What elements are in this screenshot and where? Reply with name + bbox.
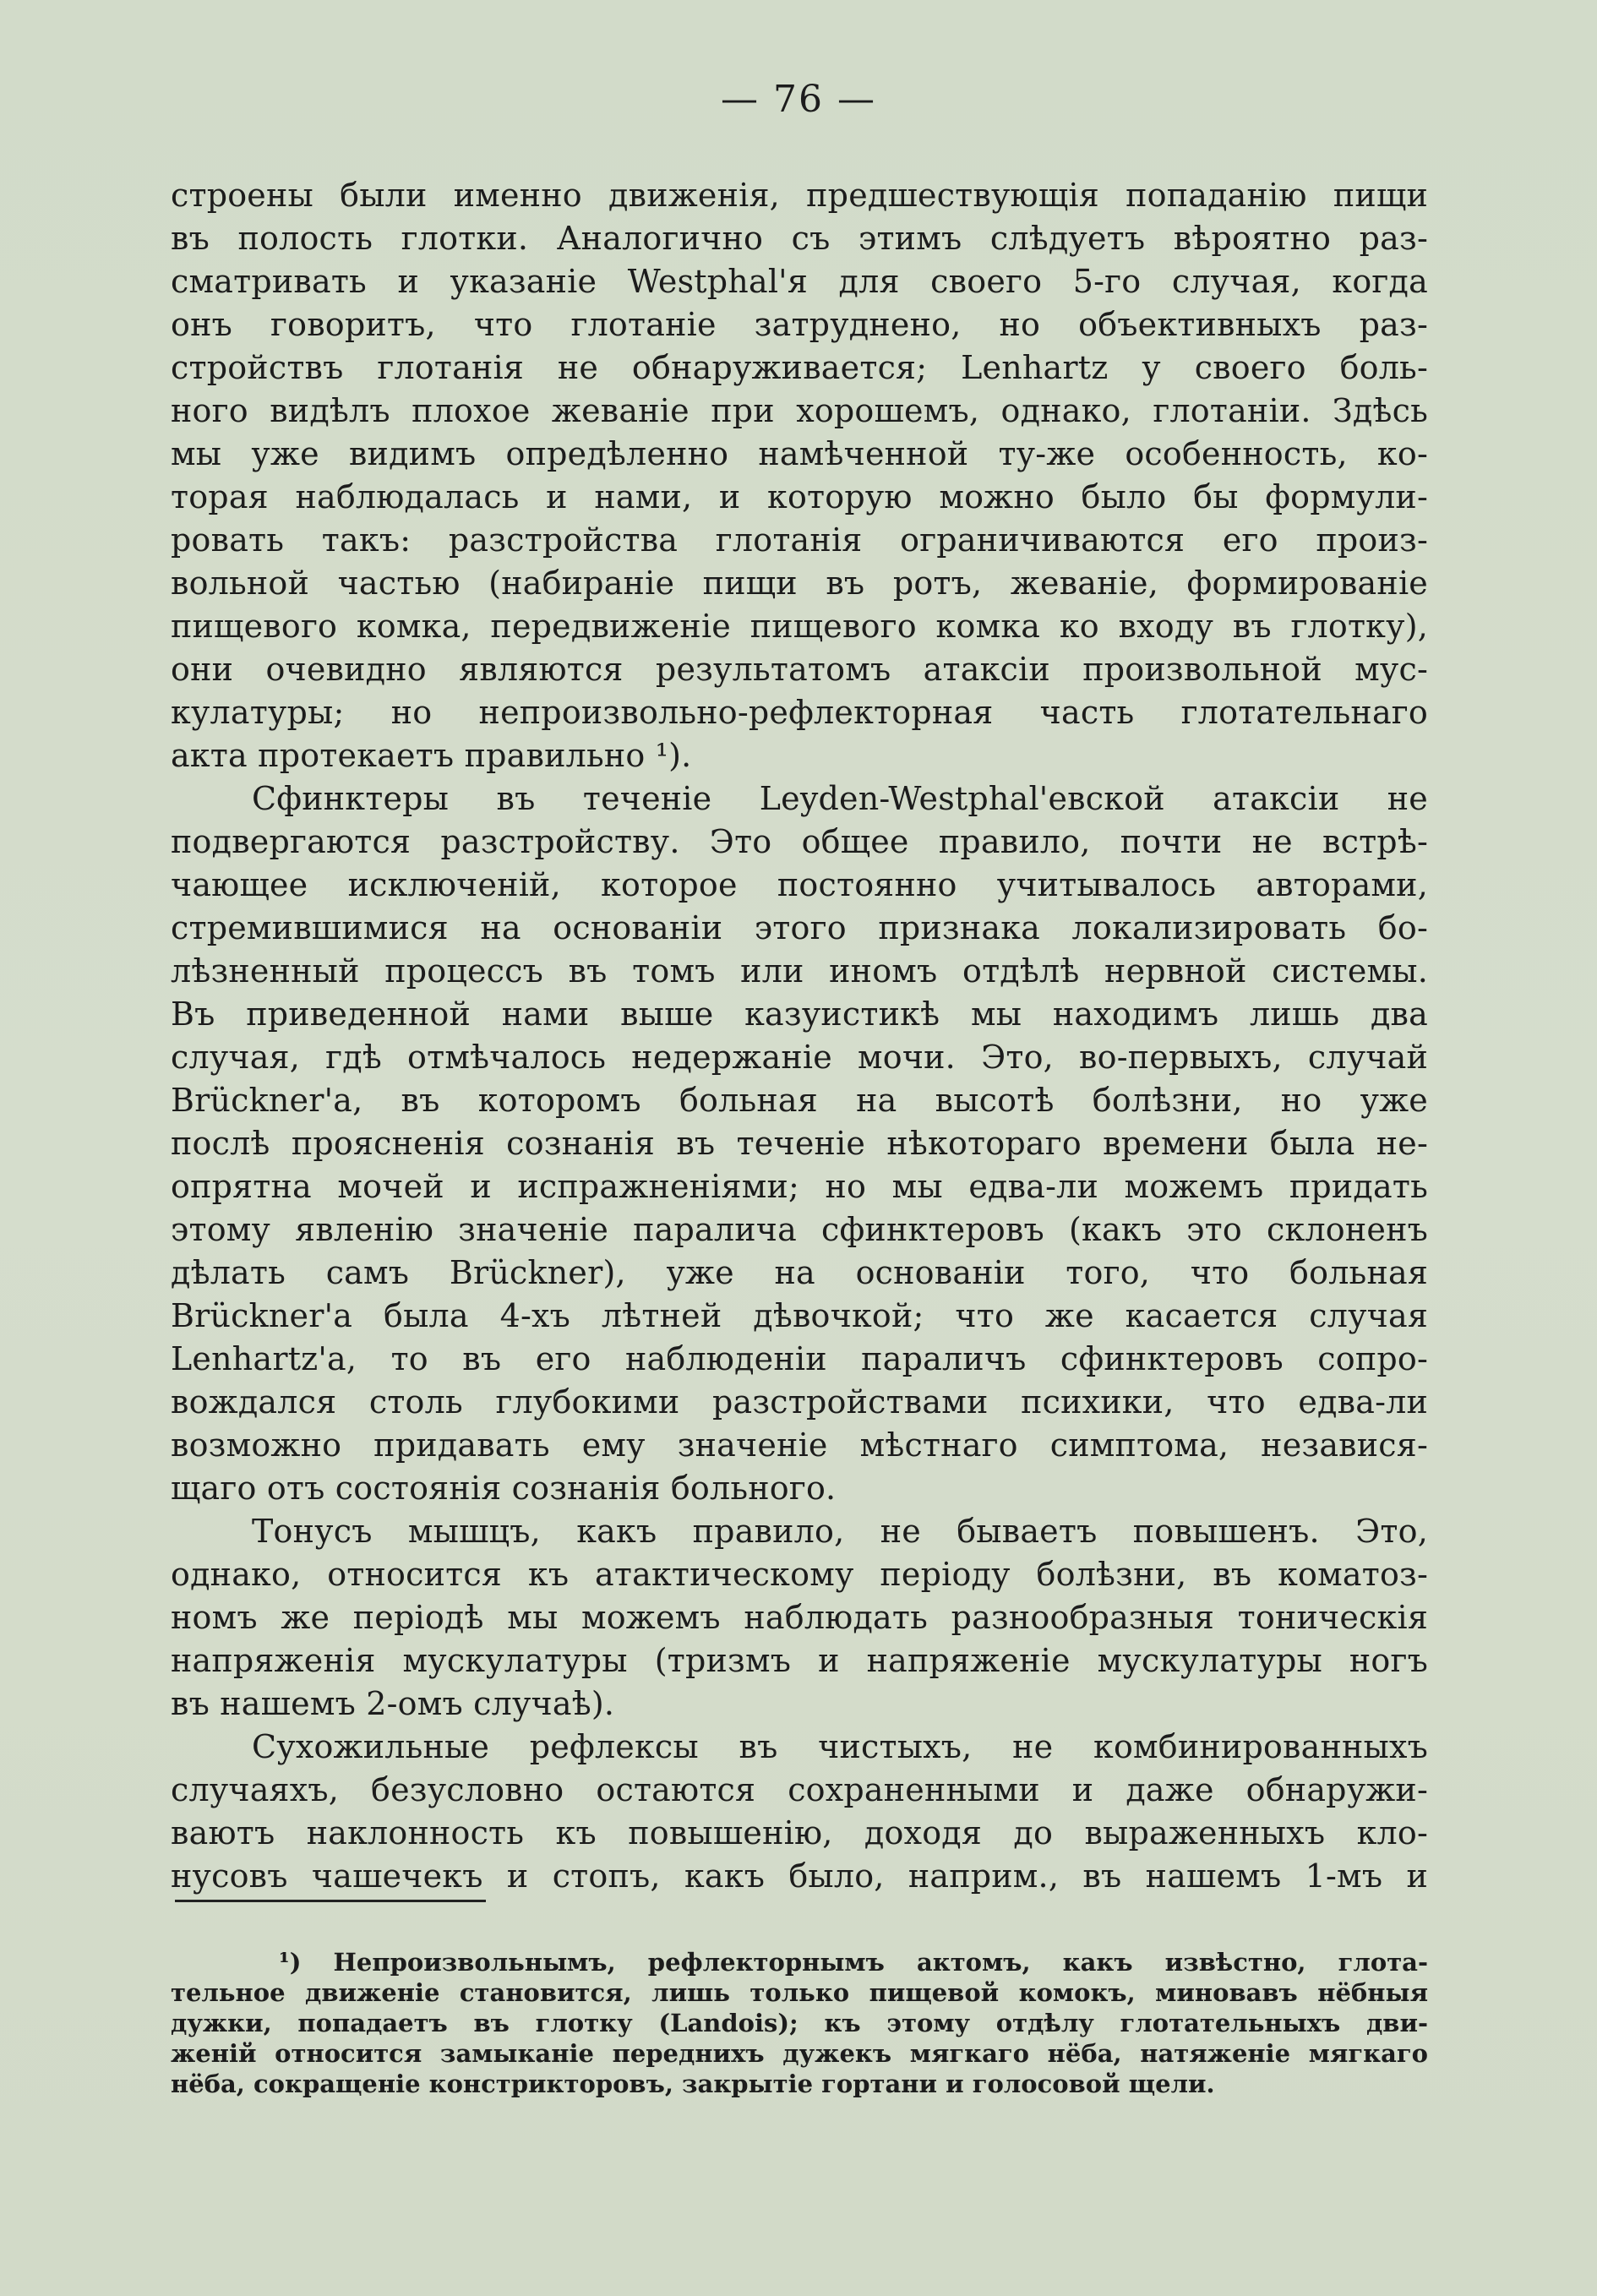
text-line: Brückner'а была 4-хъ лѣтней дѣвочкой; что же касается случая <box>171 1297 1428 1334</box>
text-line: дѣлать самъ Brückner), уже на основаніи того, что больная <box>171 1254 1428 1291</box>
text-line: однако, относится къ атактическому періоду болѣзни, въ коматоз- <box>171 1556 1428 1593</box>
text-line: этому явленію значеніе паралича сфинктеровъ (какъ это склоненъ <box>171 1211 1428 1248</box>
text-line: въ нашемъ 2-омъ случаѣ). <box>171 1685 615 1722</box>
text-line: послѣ проясненія сознанія въ теченіе нѣкотораго времени была не- <box>171 1125 1428 1162</box>
text-line: возможно придавать ему значеніе мѣстнаго симптома, независя- <box>171 1426 1428 1464</box>
text-line: лѣзненный процессъ въ томъ или иномъ отдѣлѣ нервной системы. <box>171 952 1428 990</box>
text-line: акта протекаетъ правильно ¹). <box>171 737 692 774</box>
footnote-line: нёба, сокращеніе констрикторовъ, закрытіе гортани и голосовой щели. <box>171 2070 1215 2098</box>
text-line: Сфинктеры въ теченіе Leyden-Westphal'евской атаксіи не <box>252 780 1428 817</box>
text-line: случая, гдѣ отмѣчалось недержаніе мочи. Это, во-первыхъ, случай <box>171 1039 1428 1076</box>
text-line: мы уже видимъ опредѣленно намѣченной ту-же особенность, ко- <box>171 435 1428 472</box>
footnote <box>171 1947 1428 2099</box>
text-line: щаго отъ состоянія сознанія больного. <box>171 1470 837 1507</box>
text-line: Brückner'а, въ которомъ больная на высотѣ болѣзни, но уже <box>171 1082 1428 1119</box>
text-line: торая наблюдалась и нами, и которую можно было бы формули- <box>171 478 1428 515</box>
text-line: номъ же періодѣ мы можемъ наблюдать разнообразныя тоническія <box>171 1599 1428 1636</box>
text-line: сматривать и указаніе Westphal'я для своего 5-го случая, когда <box>171 263 1428 300</box>
text-line: Въ приведенной нами выше казуистикѣ мы находимъ лишь два <box>171 995 1428 1033</box>
text-line: кулатуры; но непроизвольно-рефлекторная часть глотательнаго <box>171 694 1428 731</box>
text-line: стремившимися на основаніи этого признака локализировать бо- <box>171 909 1428 946</box>
text-line: ного видѣлъ плохое жеваніе при хорошемъ, однако, глотаніи. Здѣсь <box>171 392 1428 429</box>
text-line: ваютъ наклонность къ повышенію, доходя до выраженныхъ кло- <box>171 1814 1428 1852</box>
text-line: пищевого комка, передвиженіе пищевого комка ко входу въ глотку), <box>171 608 1428 645</box>
text-line: онъ говоритъ, что глотаніе затруднено, но объективныхъ раз- <box>171 306 1428 343</box>
body-text <box>171 174 1428 1898</box>
text-line: подвергаются разстройству. Это общее правило, почти не встрѣ- <box>171 823 1428 860</box>
text-line: чающее исключеній, которое постоянно учитывалось авторами, <box>171 866 1428 903</box>
text-line: вольной частью (набираніе пищи въ ротъ, жеваніе, формированіе <box>171 564 1428 602</box>
footnote-separator <box>175 1900 486 1902</box>
text-line: опрятна мочей и испражненіями; но мы едва-ли можемъ придать <box>171 1168 1428 1205</box>
text-line: ровать такъ: разстройства глотанія ограничиваются его произ- <box>171 521 1428 559</box>
footnote-line: женій относится замыканіе переднихъ дужекъ мягкаго нёба, натяженіе мягкаго <box>171 2039 1428 2068</box>
footnote-line: тельное движеніе становится, лишь только пищевой комокъ, миновавъ нёбныя <box>171 1978 1428 2007</box>
text-line: случаяхъ, безусловно остаются сохраненными и даже обнаружи- <box>171 1771 1428 1808</box>
text-line: строены были именно движенія, предшествующія попаданію пищи <box>171 177 1428 214</box>
text-line: нусовъ чашечекъ и стопъ, какъ было, наприм., въ нашемъ 1-мъ и <box>171 1857 1428 1895</box>
text-line: Сухожильные рефлексы въ чистыхъ, не комбинированныхъ <box>252 1728 1428 1765</box>
footnote-line: ¹) Непроизвольнымъ, рефлекторнымъ актомъ, какъ извѣстно, глота- <box>279 1948 1428 1977</box>
text-line: Тонусъ мышцъ, какъ правило, не бываетъ повышенъ. Это, <box>252 1513 1428 1550</box>
text-line: Lenhartz'а, то въ его наблюденіи параличъ сфинктеровъ сопро- <box>171 1340 1428 1377</box>
text-line: стройствъ глотанія не обнаруживается; Lenhartz у своего боль- <box>171 349 1428 386</box>
text-line: они очевидно являются результатомъ атаксіи произвольной мус- <box>171 651 1428 688</box>
text-line: вождался столь глубокими разстройствами психики, что едва-ли <box>171 1383 1428 1421</box>
footnote-line: дужки, попадаетъ въ глотку (Landois); къ этому отдѣлу глотательныхъ дви- <box>171 2009 1428 2037</box>
text-line: напряженія мускулатуры (тризмъ и напряженіе мускулатуры ногъ <box>171 1642 1428 1679</box>
page-number: — 76 — <box>721 78 876 121</box>
text-line: въ полость глотки. Аналогично съ этимъ слѣдуетъ вѣроятно раз- <box>171 220 1428 257</box>
